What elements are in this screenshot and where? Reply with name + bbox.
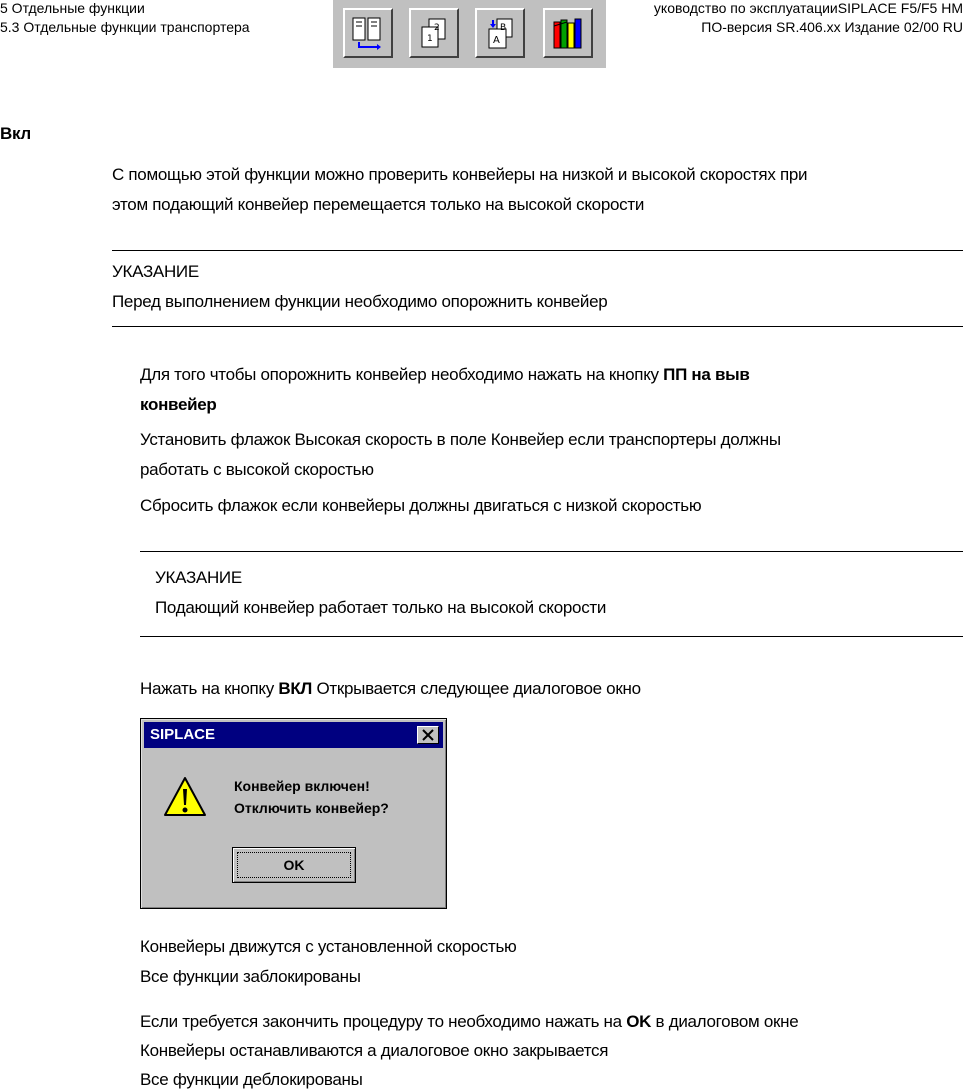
note-divider-bottom	[112, 326, 963, 327]
copy-pages-button[interactable]	[409, 8, 459, 58]
split-document-icon	[351, 16, 385, 50]
copy-pages-icon	[417, 16, 451, 50]
note2-divider-top	[140, 551, 963, 552]
dialog-close-button[interactable]	[417, 726, 439, 744]
intro-line-1: С помощью этой функции можно проверить конвейеры на низкой и высокой скоростях при	[112, 165, 808, 184]
step-set-flag-line-1: Установить флажок Высокая скорость в поле Конвейер если транспортеры должны	[140, 430, 781, 449]
page-exchange-button[interactable]	[475, 8, 525, 58]
step-press-on-text: Нажать на кнопку	[140, 679, 279, 698]
step-press-on	[140, 679, 641, 699]
svg-text:B: B	[500, 23, 507, 33]
result-line-2: Все функции заблокированы	[140, 967, 361, 986]
step-press-on-button-name: ВКЛ	[278, 679, 313, 698]
svg-text:1: 1	[427, 34, 433, 44]
toolbar	[333, 0, 606, 68]
books-button[interactable]	[543, 8, 593, 58]
step-set-flag-line-2: работать с высокой скоростью	[140, 460, 374, 479]
result-line-1: Конвейеры движутся с установленной скоростью	[140, 937, 517, 956]
header-section: 5.3 Отдельные функции транспортера	[0, 19, 250, 35]
books-icon	[551, 16, 585, 50]
dialog-message-line-2: Отключить конвейер?	[234, 800, 389, 816]
header-version: ПО-версия SR.406.xx Издание 02/00 RU	[701, 19, 963, 35]
finish-ok-name: OK	[626, 1012, 652, 1031]
close-icon	[422, 729, 434, 741]
note-divider-top	[112, 250, 963, 251]
dialog-message-line-1: Конвейер включен!	[234, 778, 370, 794]
siplace-dialog	[140, 718, 447, 909]
finish-line-2: Конвейеры останавливаются а диалоговое окно закрывается	[140, 1041, 609, 1060]
header-chapter: 5 Отдельные функции	[0, 0, 145, 16]
step-button-name: ПП на выв	[663, 365, 750, 384]
svg-text:2: 2	[434, 23, 440, 33]
section-title: Вкл	[0, 124, 31, 143]
intro-line-2: этом подающий конвейер перемещается только на высокой скорости	[112, 195, 645, 214]
dialog-title: SIPLACE	[150, 726, 216, 743]
note-label: УКАЗАНИЕ	[112, 262, 199, 281]
step-button-name-cont: конвейер	[140, 395, 217, 414]
ok-label: OK	[283, 857, 305, 873]
step-reset-flag: Сбросить флажок если конвейеры должны двигаться с низкой скоростью	[140, 496, 702, 515]
split-document-button[interactable]	[343, 8, 393, 58]
warning-icon	[163, 775, 207, 819]
step-empty-conveyor-text: Для того чтобы опорожнить конвейер необходимо нажать на кнопку	[140, 365, 664, 384]
note2-text: Подающий конвейер работает только на высокой скорости	[155, 598, 607, 617]
step-empty-conveyor	[140, 365, 750, 385]
note-text: Перед выполнением функции необходимо опорожнить конвейер	[112, 292, 608, 311]
step-press-on-rest: Открывается следующее диалоговое окно	[312, 679, 641, 698]
note2-divider-bottom	[140, 636, 963, 637]
note2-label: УКАЗАНИЕ	[155, 568, 242, 587]
dialog-ok-button[interactable]	[232, 847, 356, 883]
finish-line-1	[140, 1012, 798, 1032]
header-manual: уководство по эксплуатацииSIPLACE F5/F5 HM	[653, 0, 963, 16]
finish-rest: в диалоговом окне	[651, 1012, 799, 1031]
dialog-title-bar	[144, 722, 443, 748]
finish-line-3: Все функции деблокированы	[140, 1070, 363, 1089]
finish-text: Если требуется закончить процедуру то необходимо нажать на	[140, 1012, 627, 1031]
page-exchange-icon	[483, 16, 517, 50]
svg-text:A: A	[493, 35, 500, 46]
